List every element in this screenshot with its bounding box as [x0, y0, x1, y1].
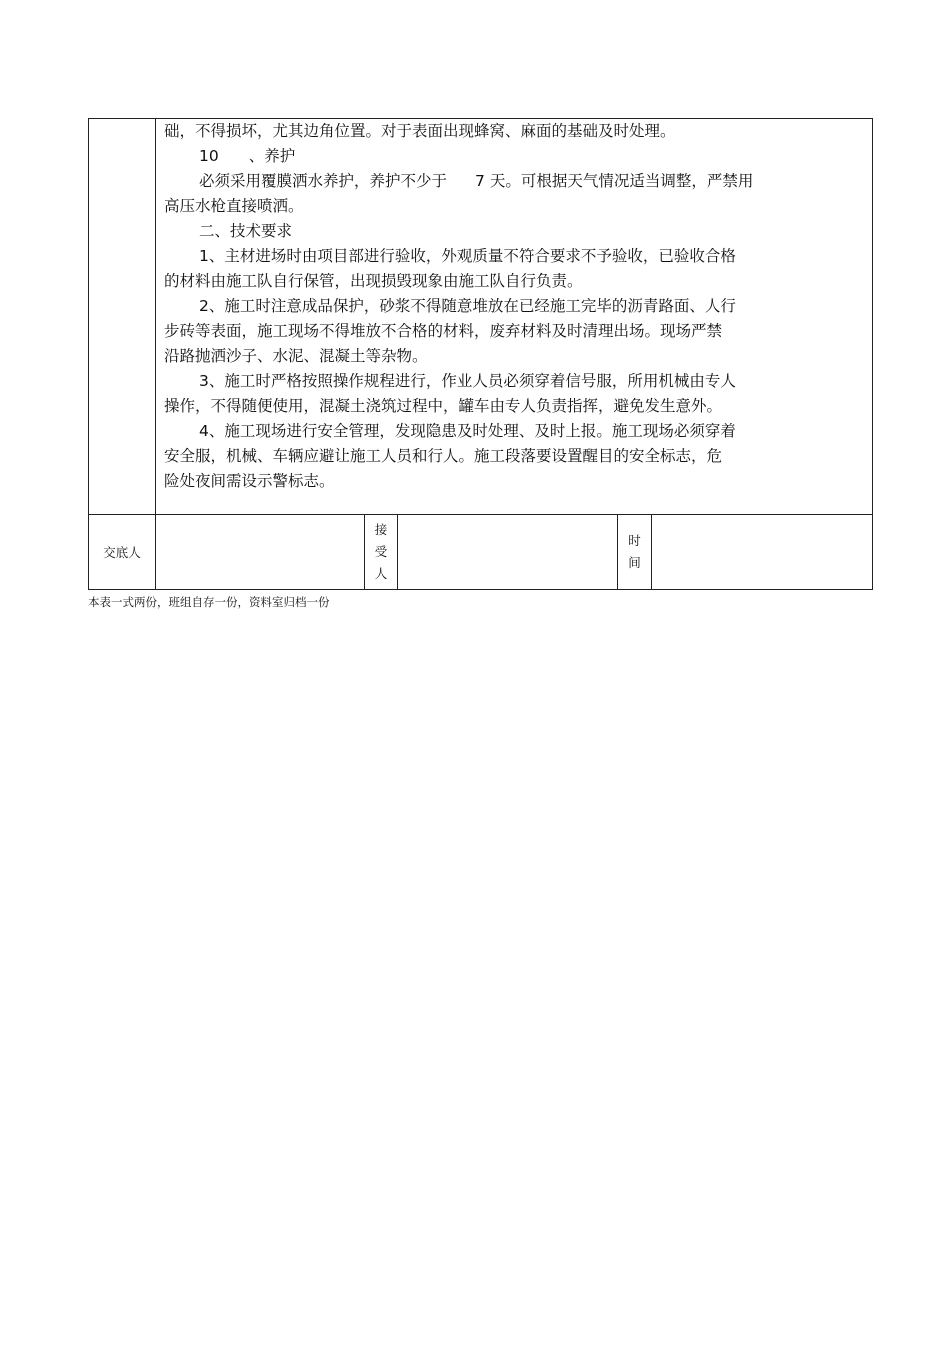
receiver-label: [365, 515, 398, 590]
curing-days: 7: [475, 172, 485, 190]
requirement-3-line: 3、施工时严格按照操作规程进行，作业人员必须穿着信号服，所用机械由专人: [199, 372, 736, 390]
requirement-4-line: 4、施工现场进行安全管理，发现隐患及时处理、及时上报。施工现场必须穿着: [199, 422, 736, 440]
handover-signature-field[interactable]: [156, 515, 365, 590]
content-line: 础，不得损坏，尤其边角位置。对于表面出现蜂窝、麻面的基础及时处理。: [164, 122, 676, 140]
section-2-title: 二、技术要求: [199, 222, 293, 240]
requirement-2-line: 步砖等表面，施工现场不得堆放不合格的材料，废弃材料及时清理出场。现场严禁: [164, 322, 723, 340]
time-label: [618, 515, 652, 590]
requirement-1-line: 1、主材进场时由项目部进行验收，外观质量不符合要求不予验收，已验收合格: [199, 247, 736, 265]
curing-line: [164, 169, 846, 194]
requirement-4-line: 安全服，机械、车辆应避让施工人员和行人。施工段落要设置醒目的安全标志，危: [164, 447, 723, 465]
requirement-2-line: 沿路抛洒沙子、水泥、混凝土等杂物。: [164, 347, 428, 365]
content-cell: [156, 119, 873, 515]
requirement-3-line: 操作，不得随便使用，混凝土浇筑过程中，罐车由专人负责指挥，避免发生意外。: [164, 397, 723, 415]
receiver-label-char: 受: [374, 544, 388, 559]
footnote: 本表一式两份，班组自存一份，资料室归档一份: [88, 595, 330, 609]
item-10-heading: [164, 144, 846, 169]
curing-text-b: 天。可根据天气情况适当调整，严禁用: [489, 172, 754, 190]
requirement-2-line: 2、施工时注意成品保护，砂浆不得随意堆放在已经施工完毕的沥青路面、人行: [199, 297, 736, 315]
time-label-char: 时: [628, 533, 641, 548]
disclosure-table: [88, 118, 873, 590]
content-line: 高压水枪直接喷洒。: [164, 197, 304, 215]
content-row: [89, 119, 873, 515]
handover-label: 交底人: [89, 515, 156, 590]
item-10-number: 10: [199, 147, 219, 165]
time-field[interactable]: [652, 515, 873, 590]
curing-text-a: 必须采用覆膜洒水养护，养护不少于: [199, 172, 448, 190]
time-label-char: 间: [628, 555, 641, 570]
receiver-signature-field[interactable]: [398, 515, 618, 590]
receiver-label-char: 人: [374, 566, 388, 581]
requirement-1-line: 的材料由施工队自行保管，出现损毁现象由施工队自行负责。: [164, 272, 583, 290]
requirement-4-line: 险处夜间需设示警标志。: [164, 472, 335, 490]
item-10-title: 、养护: [248, 147, 296, 165]
signature-row: [89, 515, 873, 590]
receiver-label-char: 接: [374, 522, 388, 537]
row-label-cell: [89, 119, 156, 515]
